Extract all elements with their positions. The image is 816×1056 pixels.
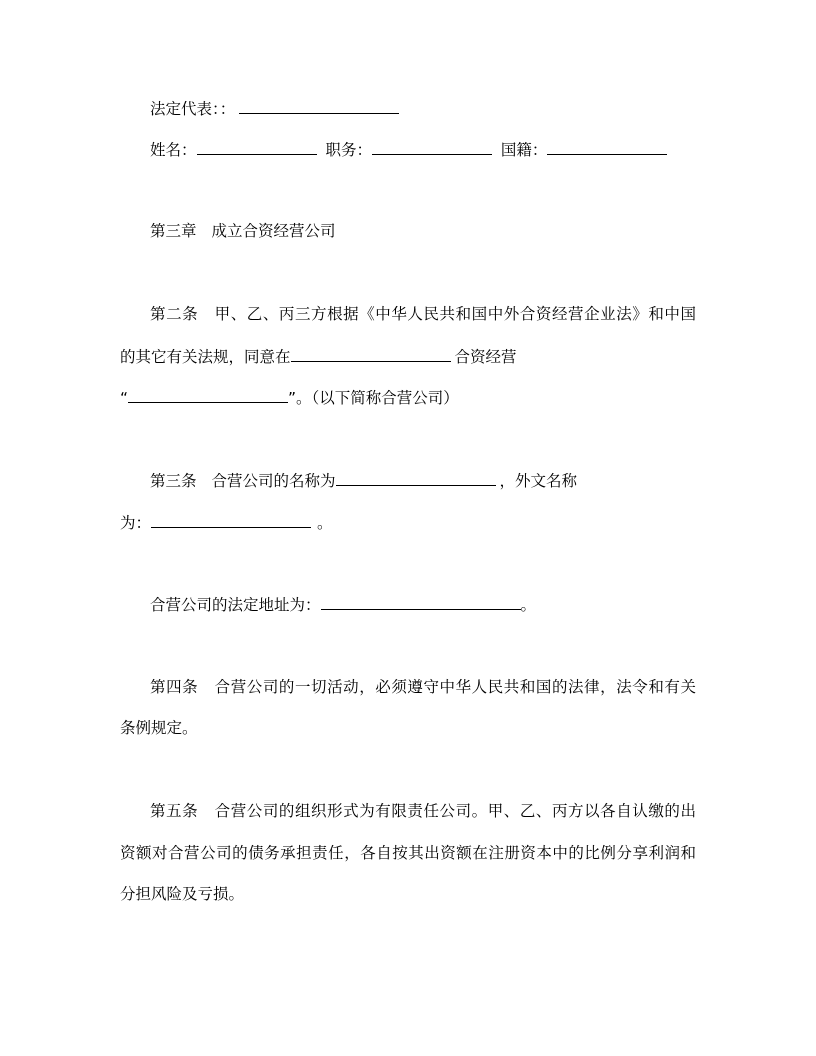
- article-4-text-1: 合营公司的一切活动，必须遵守中华人民共和国的法律，法令和有关: [214, 678, 696, 696]
- position-blank[interactable]: [372, 139, 492, 155]
- article-3-line-1: [150, 470, 577, 491]
- article-5-text-3: 分担风险及亏损。: [120, 885, 245, 903]
- article-5-text-2: 资额对合营公司的债务承担责任，各自按其出资额在注册资本中的比例分享利润和: [120, 844, 696, 862]
- article-3-text-2b: 。: [317, 514, 333, 532]
- address-label: 合营公司的法定地址为：: [150, 596, 321, 614]
- article-3-text-2: 为：: [120, 514, 152, 532]
- name-blank[interactable]: [197, 139, 317, 155]
- name-label: 姓名：: [150, 141, 197, 159]
- company-name-blank[interactable]: [336, 470, 496, 486]
- article-3-address-line: [150, 594, 536, 615]
- article-5-text-1: 合营公司的组织形式为有限责任公司。甲、乙、丙方以各自认缴的出: [214, 802, 696, 820]
- article-4-text-2: 条例规定。: [120, 719, 198, 737]
- legal-rep-blank[interactable]: [239, 98, 399, 114]
- legal-rep-line: [150, 98, 399, 119]
- article-4-line-2: [120, 718, 198, 738]
- article-2-line-2: [120, 346, 517, 367]
- chapter-heading: [150, 221, 336, 241]
- chapter-title: 成立合资经营公司: [211, 222, 336, 240]
- article-5-line-1: [150, 801, 696, 821]
- article-2-line-1: [150, 304, 696, 324]
- article-2-number: 第二条: [150, 305, 199, 323]
- article-2-text-2: 的其它有关法规，同意在: [120, 348, 291, 366]
- article-3-text-1b: ，外文名称: [499, 472, 578, 490]
- foreign-name-blank[interactable]: [151, 512, 311, 528]
- quote-open: “: [120, 389, 129, 407]
- article-3-number: 第三条: [150, 472, 197, 490]
- article-3-line-2: [120, 512, 333, 533]
- article-2-text-1: 甲、乙、丙三方根据《中华人民共和国中外合资经营企业法》和中国: [214, 305, 696, 323]
- nationality-label: 国籍：: [500, 141, 548, 159]
- address-blank[interactable]: [321, 594, 521, 610]
- company-short-name-blank[interactable]: [128, 387, 288, 403]
- chapter-number: 第三章: [150, 222, 197, 240]
- rep-info-line: [150, 139, 667, 160]
- address-suffix: 。: [520, 596, 537, 614]
- article-2-text-2b: 合资经营: [454, 348, 517, 366]
- article-5-number: 第五条: [150, 802, 199, 820]
- position-label: 职务：: [325, 141, 372, 159]
- article-4-number: 第四条: [150, 678, 199, 696]
- article-3-text-1: 合营公司的名称为: [211, 472, 336, 490]
- article-5-line-3: [120, 884, 244, 904]
- article-2-text-3: ”。（以下简称合营公司）: [288, 389, 459, 407]
- location-blank[interactable]: [291, 346, 451, 362]
- article-5-line-2: [120, 843, 696, 863]
- article-2-line-3: [120, 387, 459, 408]
- nationality-blank[interactable]: [547, 139, 667, 155]
- legal-rep-label: 法定代表：：: [150, 100, 236, 118]
- article-4-line-1: [150, 677, 696, 697]
